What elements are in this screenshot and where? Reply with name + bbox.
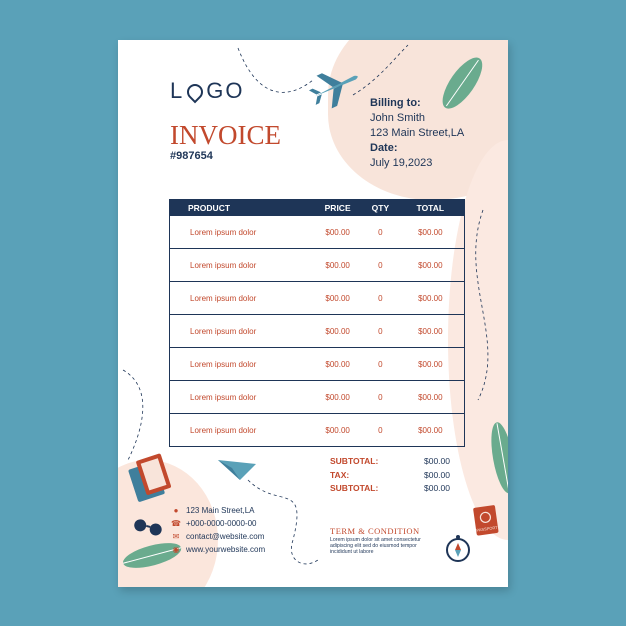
contact-block <box>170 504 265 556</box>
invoice-page <box>118 40 508 587</box>
invoice-date: July 19,2023 <box>370 157 433 169</box>
address-text: 123 Main Street,LA <box>186 506 255 515</box>
cell-total: $00.00 <box>418 425 443 435</box>
cell-price: $00.00 <box>325 425 350 435</box>
terms-title: TERM & CONDITION <box>330 526 420 536</box>
totals-block <box>330 455 450 496</box>
cell-qty: 0 <box>364 216 396 249</box>
table-header-row <box>170 200 465 217</box>
cell-price: $00.00 <box>311 315 364 348</box>
cell-price: $00.00 <box>311 249 364 282</box>
contact-website[interactable] <box>170 543 265 556</box>
sunglasses-icon <box>133 518 163 537</box>
billing-address: 123 Main Street,LA <box>370 127 465 139</box>
leaf-icon <box>487 421 508 495</box>
date-label: Date: <box>370 142 398 154</box>
phone-text: +000-0000-0000-00 <box>186 519 257 528</box>
cell-product: Lorem ipsum dolor <box>190 425 257 435</box>
cell-total: $00.00 <box>397 381 465 414</box>
contact-phone <box>170 517 265 530</box>
cell-qty: 0 <box>364 249 396 282</box>
globe-icon: ◉ <box>172 545 180 554</box>
cell-price: $00.00 <box>311 282 364 315</box>
cell-product: Lorem ipsum dolor <box>170 282 312 315</box>
cell-product: Lorem ipsum dolor <box>170 249 312 282</box>
invoice-number: #987654 <box>170 150 213 162</box>
cell-total: $00.00 <box>397 249 465 282</box>
billing-label: Billing to: <box>370 97 421 109</box>
location-icon: ● <box>173 506 179 515</box>
cell-qty: 0 <box>364 348 396 381</box>
tax-value: $00.00 <box>424 469 450 480</box>
cell-price: $00.00 <box>311 216 364 249</box>
svg-text:PASSPORT: PASSPORT <box>476 524 498 533</box>
header-product: PRODUCT <box>170 200 312 217</box>
cell-qty: 0 <box>364 381 396 414</box>
cell-total: $00.00 <box>397 348 465 381</box>
table-row <box>170 381 465 414</box>
cell-product: Lorem ipsum dolor <box>170 381 312 414</box>
invoice-title: INVOICE <box>170 120 281 150</box>
cell-price: $00.00 <box>311 348 364 381</box>
ticket-icon <box>126 453 173 502</box>
contact-email[interactable] <box>170 530 265 543</box>
items-table <box>169 199 465 447</box>
header-qty: QTY <box>364 200 396 217</box>
table-row <box>170 216 465 249</box>
total-row <box>330 469 450 483</box>
email-link[interactable]: contact@website.com <box>186 532 265 541</box>
cell-qty: 0 <box>364 282 396 315</box>
logo-text: L <box>170 78 185 103</box>
table-row <box>170 315 465 348</box>
table-row <box>170 282 465 315</box>
grand-total-label: SUBTOTAL: <box>330 483 379 493</box>
grand-total-value: $00.00 <box>424 483 450 493</box>
cell-product: Lorem ipsum dolor <box>170 216 312 249</box>
cell-qty: 0 <box>378 425 383 435</box>
subtotal-value: $00.00 <box>424 456 450 466</box>
terms-text: Lorem ipsum dolor sit amet consectetur adipiscing elit sed do eiusmod tempor incididunt ut labore <box>330 537 421 555</box>
cell-total: $00.00 <box>397 216 465 249</box>
airplane-icon <box>305 60 366 114</box>
cell-price: $00.00 <box>311 381 364 414</box>
phone-icon: ☎ <box>171 519 181 528</box>
header-total: TOTAL <box>397 200 465 217</box>
logo <box>170 78 244 104</box>
contact-address <box>170 504 265 517</box>
total-row <box>330 455 450 469</box>
cell-qty: 0 <box>364 315 396 348</box>
billing-name: John Smith <box>370 112 426 124</box>
passport-icon <box>473 505 499 536</box>
compass-icon <box>447 535 469 561</box>
header-price: PRICE <box>311 200 364 217</box>
tax-label: TAX: <box>330 469 350 480</box>
total-row <box>330 482 450 496</box>
cell-total: $00.00 <box>397 315 465 348</box>
billing-block <box>370 96 464 171</box>
table-row <box>170 414 465 447</box>
location-pin-icon <box>184 81 207 104</box>
cell-product: Lorem ipsum dolor <box>170 348 312 381</box>
cell-product: Lorem ipsum dolor <box>170 315 312 348</box>
subtotal-label: SUBTOTAL: <box>330 456 379 466</box>
mail-icon: ✉ <box>172 532 180 541</box>
website-link[interactable]: www.yourwebsite.com <box>186 545 266 554</box>
table-row <box>170 249 465 282</box>
logo-text: GO <box>206 78 245 103</box>
cell-total: $00.00 <box>397 282 465 315</box>
paper-plane-icon <box>218 460 256 480</box>
table-row <box>170 348 465 381</box>
